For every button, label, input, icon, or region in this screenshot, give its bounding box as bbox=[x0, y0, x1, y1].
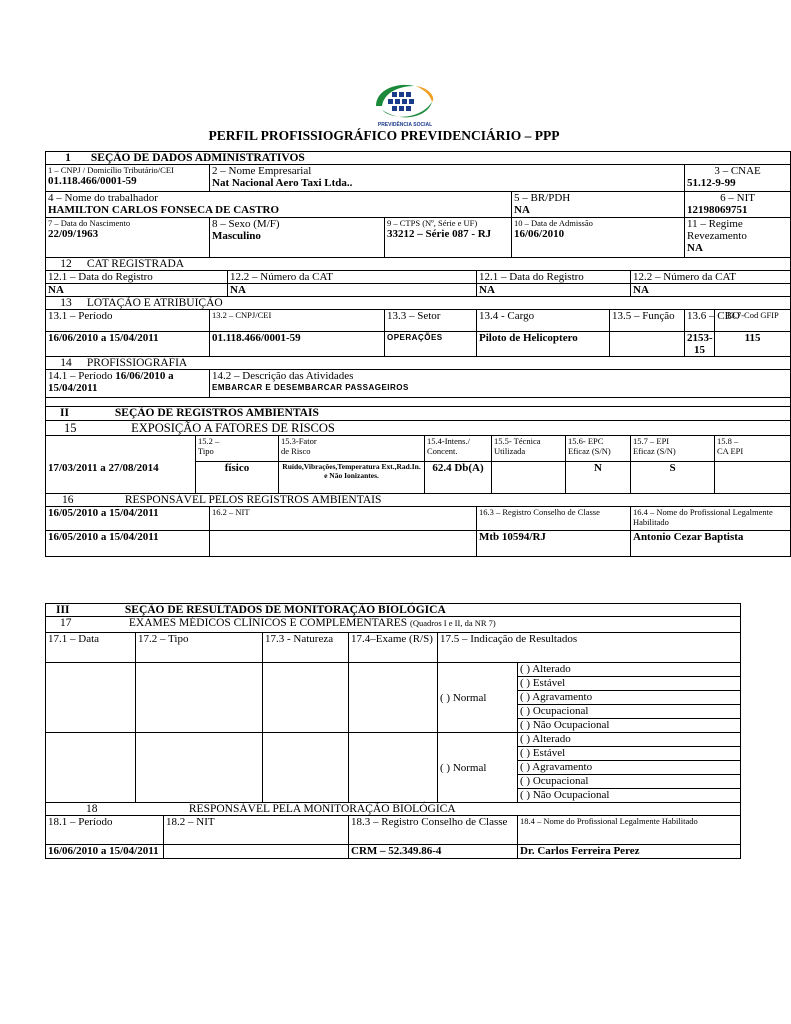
cat-numero-2-value: NA bbox=[631, 284, 791, 297]
risco-fator-value: Ruído,Vibrações,Temperatura Ext.,Rad.In. e Não Ionizantes. bbox=[279, 462, 425, 494]
section-12-header: 12 CAT REGISTRADA bbox=[46, 258, 791, 271]
lotacao-cargo-value: Piloto de Helicoptero bbox=[477, 332, 610, 357]
section-18-header: 18 RESPONSÁVEL PELA MONITORAÇÃO BIOLÓGICA bbox=[46, 803, 741, 816]
exame-2-rs bbox=[349, 733, 438, 803]
field-data-nascimento: 7 – Data do Nascimento 22/09/1963 bbox=[46, 218, 210, 258]
exame-1-opt-estavel[interactable]: ( ) Estável bbox=[518, 677, 740, 691]
exame-1-rs bbox=[349, 663, 438, 733]
spacer-row bbox=[46, 398, 791, 407]
resp-ambiental-conselho-label: 16.3 – Registro Conselho de Classe bbox=[477, 507, 631, 531]
field-nome-empresarial: 2 – Nome Empresarial Nat Nacional Aero Taxi Ltda.. bbox=[210, 165, 685, 192]
resp-ambiental-periodo-1: 16/05/2010 a 15/04/2011 bbox=[46, 507, 210, 531]
section-13-header: 13 LOTAÇÃO E ATRIBUIÇÃO bbox=[46, 297, 791, 310]
exame-2-data bbox=[46, 733, 136, 803]
cat-numero-2-label: 12.2 – Número da CAT bbox=[631, 271, 791, 284]
lotacao-periodo-label: 13.1 – Período bbox=[46, 310, 210, 332]
exame-resultados-label: 17.5 – Indicação de Resultados bbox=[438, 633, 741, 663]
resp-ambiental-nome-label: 16.4 – Nome do Profissional Legalmente Habilitado bbox=[631, 507, 791, 531]
lotacao-cnpj-value: 01.118.466/0001-59 bbox=[210, 332, 385, 357]
field-cnae: 3 – CNAE 51.12-9-99 bbox=[685, 165, 791, 192]
section-III-header: III SEÇÃO DE RESULTADOS DE MONITORAÇÃO BIOLÓGICA bbox=[46, 604, 741, 617]
exame-rs-label: 17.4–Exame (R/S) bbox=[349, 633, 438, 663]
section-16-header: 16 RESPONSÁVEL PELOS REGISTROS AMBIENTAIS bbox=[46, 494, 791, 507]
cat-numero-1-label: 12.2 – Número da CAT bbox=[228, 271, 477, 284]
risco-intensidade-label: 15.4-Intens./ Concent. bbox=[425, 436, 492, 462]
cat-data-registro-1-value: NA bbox=[46, 284, 228, 297]
cat-data-registro-2-value: NA bbox=[477, 284, 631, 297]
resp-biologico-nit-value bbox=[164, 845, 349, 859]
svg-text:PREVIDÊNCIA SOCIAL: PREVIDÊNCIA SOCIAL bbox=[377, 122, 433, 128]
exame-2-opt-nao-ocupacional[interactable]: ( ) Não Ocupacional bbox=[520, 789, 610, 801]
previdencia-logo bbox=[370, 80, 440, 128]
resp-ambiental-nit-value bbox=[210, 531, 477, 557]
lotacao-periodo-value: 16/06/2010 a 15/04/2011 bbox=[46, 332, 210, 357]
section-II-header: II SEÇÃO DE REGISTROS AMBIENTAIS bbox=[46, 407, 791, 421]
ppp-table-biological bbox=[45, 603, 741, 859]
field-data-admissao: 10 – Data de Admissão 16/06/2010 bbox=[512, 218, 685, 258]
risco-tipo-value: físico bbox=[196, 462, 279, 494]
cat-data-registro-1-label: 12.1 – Data do Registro bbox=[46, 271, 228, 284]
field-nome-trabalhador: 4 – Nome do trabalhador HAMILTON CARLOS FONSECA DE CASTRO bbox=[46, 192, 512, 218]
lotacao-setor-label: 13.3 – Setor bbox=[385, 310, 477, 332]
exame-tipo-label: 17.2 – Tipo bbox=[136, 633, 263, 663]
exame-2-options bbox=[518, 733, 741, 803]
risco-epi-value: S bbox=[631, 462, 715, 494]
exame-2-natureza bbox=[263, 733, 349, 803]
risco-periodo-header bbox=[46, 436, 196, 462]
field-sexo: 8 – Sexo (M/F) Masculino bbox=[210, 218, 385, 258]
resp-biologico-nome-value: Dr. Carlos Ferreira Perez bbox=[518, 845, 741, 859]
resp-biologico-periodo-value: 16/06/2010 a 15/04/2011 bbox=[46, 845, 164, 859]
exame-1-opt-alterado[interactable]: ( ) Alterado bbox=[518, 663, 740, 677]
risco-intensidade-value: 62.4 Db(A) bbox=[425, 462, 492, 494]
exame-1-normal-checkbox[interactable]: ( ) Normal bbox=[438, 663, 518, 733]
exame-1-opt-nao-ocupacional[interactable]: ( ) Não Ocupacional bbox=[520, 719, 610, 731]
resp-biologico-conselho-value: CRM – 52.349.86-4 bbox=[349, 845, 518, 859]
exame-2-tipo bbox=[136, 733, 263, 803]
risco-tipo-label: 15.2 – Tipo bbox=[196, 436, 279, 462]
risco-periodo-value: 17/03/2011 a 27/08/2014 bbox=[46, 462, 196, 494]
field-regime-revezamento: 11 – Regime Revezamento NA bbox=[685, 218, 791, 258]
resp-biologico-periodo-label: 18.1 – Período bbox=[46, 816, 164, 845]
exame-2-opt-agravamento[interactable]: ( ) Agravamento bbox=[518, 761, 740, 775]
section-17-header: 17 EXAMES MÉDICOS CLÍNICOS E COMPLEMENTARES (Quadros I e II, da NR 7) bbox=[46, 617, 741, 633]
profissiografia-periodo: 14.1 – Período 16/06/2010 a 15/04/2011 bbox=[46, 370, 210, 398]
lotacao-funcao-value bbox=[610, 332, 685, 357]
exame-1-natureza bbox=[263, 663, 349, 733]
field-ctps: 9 – CTPS (Nº, Série e UF) 33212 – Série 087 - RJ bbox=[385, 218, 512, 258]
risco-tecnica-label: 15.5- Técnica Utilizada bbox=[492, 436, 566, 462]
resp-ambiental-periodo-2: 16/05/2010 a 15/04/2011 bbox=[46, 531, 210, 557]
field-cnpj: 1 – CNPJ / Domicílio Tributário/CEI 01.118.466/0001-59 bbox=[46, 165, 210, 192]
field-nit: 6 – NIT 12198069751 bbox=[685, 192, 791, 218]
exame-1-opt-ocupacional[interactable]: ( ) Ocupacional bbox=[518, 705, 740, 719]
risco-epi-label: 15.7 – EPI Eficaz (S/N) bbox=[631, 436, 715, 462]
resp-biologico-conselho-label: 18.3 – Registro Conselho de Classe bbox=[349, 816, 518, 845]
document-title: PERFIL PROFISSIOGRÁFICO PREVIDENCIÁRIO – PPP bbox=[208, 128, 560, 143]
lotacao-cbo-value: 2153-15 bbox=[685, 332, 715, 357]
field-br-pdh: 5 – BR/PDH NA bbox=[512, 192, 685, 218]
exame-2-opt-ocupacional[interactable]: ( ) Ocupacional bbox=[518, 775, 740, 789]
risco-epc-label: 15.6- EPC Eficaz (S/N) bbox=[566, 436, 631, 462]
cat-numero-1-value: NA bbox=[228, 284, 477, 297]
resp-ambiental-nome-value: Antonio Cezar Baptista bbox=[631, 531, 791, 557]
ppp-table-main bbox=[45, 151, 791, 557]
section-15-header: 15 EXPOSIÇÃO A FATORES DE RISCOS bbox=[46, 421, 791, 436]
resp-biologico-nome-label: 18.4 – Nome do Profissional Legalmente Habilitado bbox=[518, 816, 741, 845]
risco-ca-epi-label: 15.8 – CA EPI bbox=[715, 436, 791, 462]
lotacao-cnpj-label: 13.2 – CNPJ/CEI bbox=[210, 310, 385, 332]
profissiografia-descricao: 14.2 – Descrição das Atividades EMBARCAR E DESEMBARCAR PASSAGEIROS bbox=[210, 370, 791, 398]
exame-natureza-label: 17.3 - Natureza bbox=[263, 633, 349, 663]
risco-ca-epi-value bbox=[715, 462, 791, 494]
lotacao-funcao-label: 13.5 – Função bbox=[610, 310, 685, 332]
exame-1-tipo bbox=[136, 663, 263, 733]
risco-fator-label: 15.3-Fator de Risco bbox=[279, 436, 425, 462]
lotacao-cbo-label: 13.6 – CBO bbox=[685, 310, 715, 332]
section-14-header: 14 PROFISSIOGRAFIA bbox=[46, 357, 791, 370]
resp-ambiental-conselho-value: Mtb 10594/RJ bbox=[477, 531, 631, 557]
exame-1-options bbox=[518, 663, 741, 733]
exame-1-data bbox=[46, 663, 136, 733]
exame-2-normal-checkbox[interactable]: ( ) Normal bbox=[438, 733, 518, 803]
risco-tecnica-value bbox=[492, 462, 566, 494]
resp-ambiental-nit-label: 16.2 – NIT bbox=[210, 507, 477, 531]
exame-data-label: 17.1 – Data bbox=[46, 633, 136, 663]
section-1-header: 1 SEÇÃO DE DADOS ADMINISTRATIVOS bbox=[46, 152, 791, 165]
exame-1-opt-agravamento[interactable]: ( ) Agravamento bbox=[518, 691, 740, 705]
cat-data-registro-2-label: 12.1 – Data do Registro bbox=[477, 271, 631, 284]
exame-2-opt-estavel[interactable]: ( ) Estável bbox=[518, 747, 740, 761]
lotacao-setor-value: OPERAÇÕES bbox=[385, 332, 477, 357]
exame-2-opt-alterado[interactable]: ( ) Alterado bbox=[518, 733, 740, 747]
resp-biologico-nit-label: 18.2 – NIT bbox=[164, 816, 349, 845]
risco-epc-value: N bbox=[566, 462, 631, 494]
lotacao-gfip-label: 13.7-Cod GFIP bbox=[715, 310, 791, 332]
lotacao-cargo-label: 13.4 - Cargo bbox=[477, 310, 610, 332]
lotacao-gfip-value: 115 bbox=[715, 332, 791, 357]
